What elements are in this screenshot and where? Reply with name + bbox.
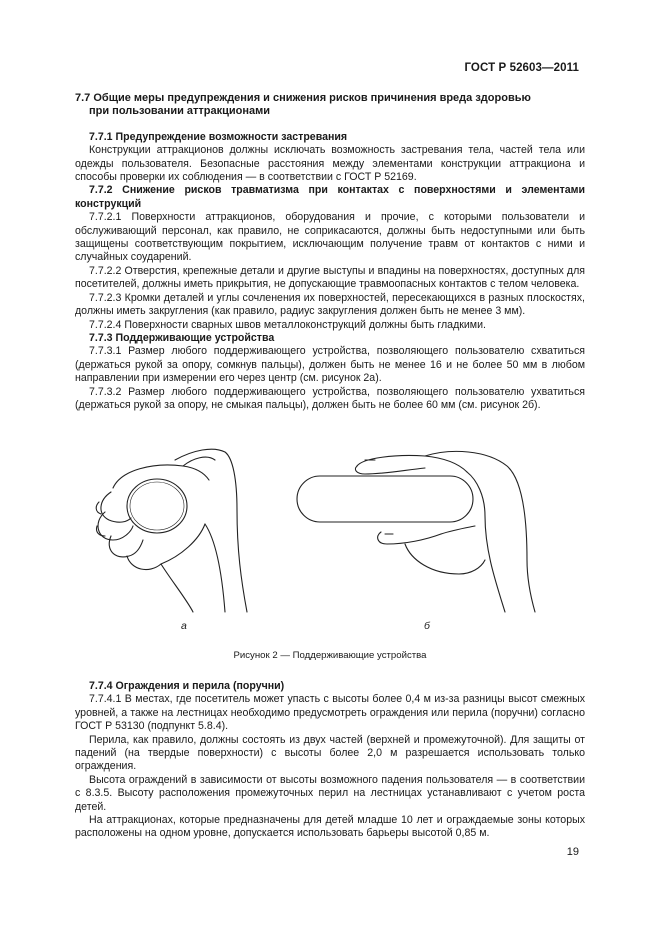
section-7-7-2-heading: 7.7.2 Снижение рисков травматизма при контактах с поверхностями и элементами конструкций — [75, 184, 585, 210]
page-number: 19 — [566, 846, 579, 858]
figure-2-caption: Рисунок 2 — Поддерживающие устройства — [233, 650, 427, 661]
hand-grip-open-illustration — [297, 451, 535, 612]
section-7-7-4-heading: 7.7.4 Ограждения и перила (поручни) — [89, 680, 285, 692]
section-7-7-4-block — [75, 680, 585, 841]
para-7-7-3-1: 7.7.3.1 Размер любого поддерживающего устройства, позволяющего пользователю схватиться (держаться рукой за опору, сомкнув пальцы), должен быть не менее 16 и не более 50 мм в любом направлении при измерении его через центр (см. рисунок 2а). — [75, 345, 585, 385]
figure-label-b: б — [424, 620, 430, 632]
section-7-7-title-line2: при пользовании аттракционами — [89, 105, 271, 118]
para-7-7-2-1: 7.7.2.1 Поверхности аттракционов, оборудования и прочие, с которыми пользователи и обслуживающий персонал, как правило, не соприкасаются, должны быть недоступными или быть защищены соответствующим покрытием, исключающим получение травм от контактов с ними и случайных соударений. — [75, 211, 585, 264]
figure-2-drawing — [75, 440, 585, 620]
para-7-7-2-2: 7.7.2.2 Отверстия, крепежные детали и другие выступы и впадины на поверхностях, доступных для посетителей, должны иметь прикрытия, не допускающие травмоопасных контактов с телом человека. — [75, 264, 585, 291]
hand-grip-closed-illustration — [96, 449, 247, 612]
section-7-7-3-heading: 7.7.3 Поддерживающие устройства — [89, 331, 275, 344]
figure-label-a: а — [181, 620, 187, 632]
para-7-7-4-3: Высота ограждений в зависимости от высоты возможного падения пользователя — в соответствии с 8.3.5. Высоту расположения промежуточных перил на лестницах устанавливают с учетом роста детей. — [75, 773, 585, 813]
para-7-7-4-1: 7.7.4.1 В местах, где посетитель может упасть с высоты более 0,4 м из-за разницы высот смежных уровней, а также на лестницах необходимо предусмотреть ограждения или перила (поручни) согласно ГОСТ Р 53130 (подпункт 5.8.4). — [75, 693, 585, 733]
para-7-7-3-2: 7.7.3.2 Размер любого поддерживающего устройства, позволяющего пользователю ухватиться (держаться рукой за опору, не смыкая пальцы), должен быть не более 60 мм (см. рисунок 2б). — [75, 385, 585, 411]
para-7-7-4-2: Перила, как правило, должны состоять из двух частей (верхней и промежуточной). Для защиты от падений (на твердые поверхности) с высоты более 2,0 м разрешается использовать только ограждения. — [75, 733, 585, 773]
para-7-7-2-3: 7.7.2.3 Кромки деталей и углы сочленения их поверхностей, пересекающихся в разных плоскостях, должны иметь закругления (как правило, радиус закругления должен быть не менее 3 мм). — [75, 291, 585, 318]
section-7-7-1-text: Конструкции аттракционов должны исключать возможность застревания тела, частей тела или одежды пользователя. Безопасные расстояния между элементами конструкции аттракциона и способы проверки их соблюдения — в соответствии с ГОСТ Р 52169. — [75, 144, 585, 184]
section-7-7-title — [75, 92, 585, 119]
para-7-7-4-4: На аттракционах, которые предназначены для детей младше 10 лет и ограждаемые зоны которых расположены на одном уровне, допускается использовать барьеры высотой 0,85 м. — [75, 814, 585, 840]
main-text-block — [75, 92, 585, 412]
section-7-7-1-heading: 7.7.1 Предупреждение возможности застревания — [89, 130, 348, 143]
figure-2 — [75, 440, 585, 640]
para-7-7-2-4: 7.7.2.4 Поверхности сварных швов металлоконструкций должны быть гладкими. — [89, 318, 486, 331]
section-7-7-title-line1: 7.7 Общие меры предупреждения и снижения рисков причинения вреда здоровью — [75, 92, 531, 104]
standard-header: ГОСТ Р 52603—2011 — [464, 62, 579, 74]
